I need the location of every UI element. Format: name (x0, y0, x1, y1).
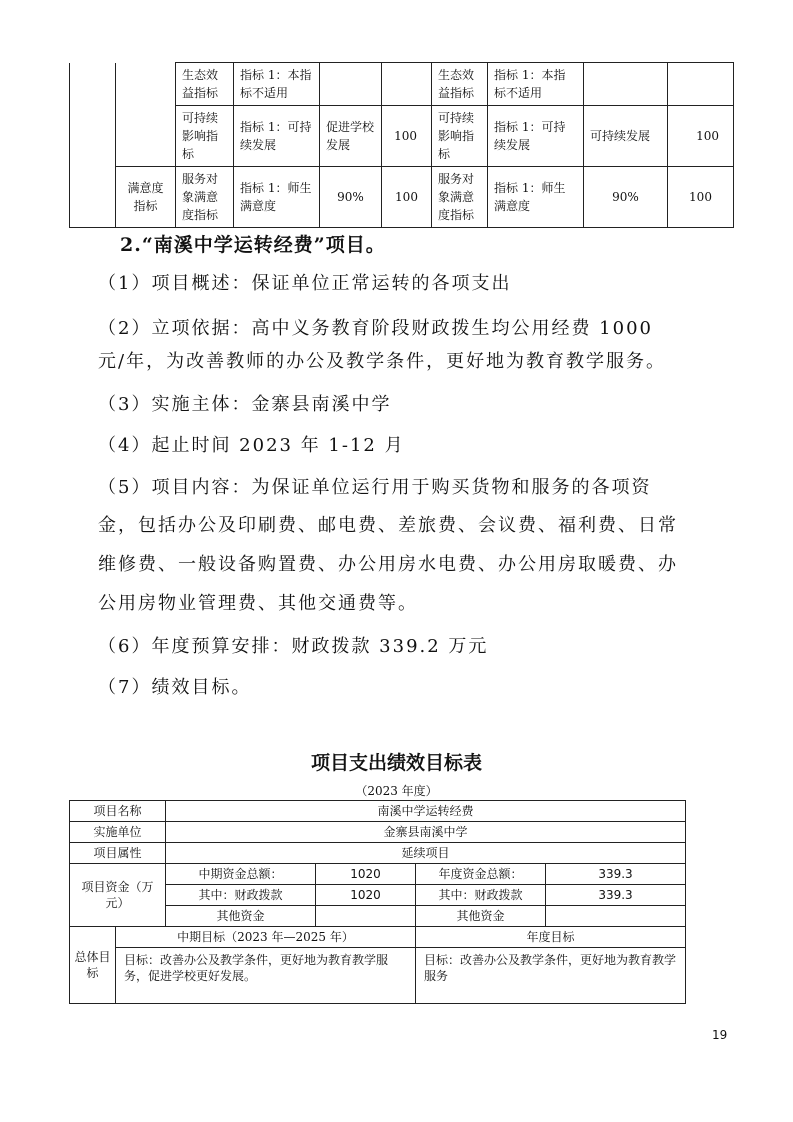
cell-satisfy-score2: 100 (668, 167, 734, 228)
attr-label: 项目属性 (70, 843, 166, 864)
cell-sustain-score2: 100 (668, 106, 734, 167)
cell-eco-sub: 生态效益指标 (176, 63, 234, 106)
year-fiscal-label: 其中：财政拨款 (416, 885, 546, 906)
section-heading: 2.“南溪中学运转经费”项目。 (120, 234, 386, 256)
item-content-cont1: 金，包括办公及印刷费、邮电费、差旅费、会议费、福利费、日常 (98, 515, 678, 536)
cell-sustain-sub: 可持续影响指标 (176, 106, 234, 167)
page-number: 19 (712, 1028, 728, 1042)
year-goal-head: 年度目标 (416, 927, 686, 948)
year-goal-text: 目标：改善办公及教学条件，更好地为教育教学服务 (416, 948, 686, 1004)
cell-satisfy-value2: 90% (584, 167, 668, 228)
mid-total-label: 中期资金总额： (166, 864, 316, 885)
year-total-label: 年度资金总额： (416, 864, 546, 885)
mid-fiscal-label: 其中：财政拨款 (166, 885, 316, 906)
unit-value: 金寨县南溪中学 (166, 822, 686, 843)
cell-satisfy-indicator: 指标 1：师生满意度 (234, 167, 320, 228)
year-other-label: 其他资金 (416, 906, 546, 927)
project-name-value: 南溪中学运转经费 (166, 801, 686, 822)
cell-sustain-value: 促进学校发展 (320, 106, 382, 167)
performance-goal-table (69, 800, 686, 1004)
cell-satisfy-score: 100 (382, 167, 432, 228)
item-period: （4）起止时间 2023 年 1-12 月 (98, 435, 405, 456)
cell-sustain-value2: 可持续发展 (584, 106, 668, 167)
project-name-label: 项目名称 (70, 801, 166, 822)
item-overview: （1）项目概述：保证单位正常运转的各项支出 (98, 273, 512, 294)
item-content-cont3: 公用房物业管理费、其他交通费等。 (98, 593, 418, 614)
cell-sustain-sub2: 可持续影响指标 (432, 106, 488, 167)
cell-satisfy-indicator2: 指标 1：师生满意度 (488, 167, 584, 228)
table-title: 项目支出绩效目标表 (310, 752, 482, 774)
cell-satisfy-value: 90% (320, 167, 382, 228)
year-fiscal-value: 339.3 (546, 885, 686, 906)
item-basis-cont: 元/年，为改善教师的办公及教学条件，更好地为教育教学服务。 (98, 351, 667, 372)
cell-eco-indicator: 指标 1：本指标不适用 (234, 63, 320, 106)
fund-label: 项目资金（万元） (70, 864, 166, 927)
cell-sustain-indicator: 指标 1：可持续发展 (234, 106, 320, 167)
item-executor: （3）实施主体：金寨县南溪中学 (98, 394, 392, 415)
attr-value: 延续项目 (166, 843, 686, 864)
cell-sustain-indicator2: 指标 1：可持续发展 (488, 106, 584, 167)
item-content: （5）项目内容：为保证单位运行用于购买货物和服务的各项资 (98, 477, 652, 498)
cell-satisfy-sub2: 服务对象满意度指标 (432, 167, 488, 228)
goal-label: 总体目标 (70, 927, 116, 1004)
unit-label: 实施单位 (70, 822, 166, 843)
cell-eco-sub2: 生态效益指标 (432, 63, 488, 106)
item-content-cont2: 维修费、一般设备购置费、办公用房水电费、办公用房取暖费、办 (98, 554, 678, 575)
mid-goal-text: 目标：改善办公及教学条件，更好地为教育教学服务，促进学校更好发展。 (116, 948, 416, 1004)
year-total-value: 339.3 (546, 864, 686, 885)
item-budget: （6）年度预算安排：财政拨款 339.2 万元 (98, 636, 489, 657)
mid-fiscal-value: 1020 (316, 885, 416, 906)
cell-eco-indicator2: 指标 1：本指标不适用 (488, 63, 584, 106)
indicator-table-continued (69, 62, 734, 228)
mid-total-value: 1020 (316, 864, 416, 885)
cell-satisfy-cat: 满意度指标 (116, 167, 176, 228)
cell-satisfy-sub: 服务对象满意度指标 (176, 167, 234, 228)
mid-other-label: 其他资金 (166, 906, 316, 927)
mid-goal-head: 中期目标（2023 年—2025 年） (116, 927, 416, 948)
cell-sustain-score: 100 (382, 106, 432, 167)
item-basis: （2）立项依据：高中义务教育阶段财政拨生均公用经费 1000 (98, 318, 653, 339)
item-goal: （7）绩效目标。 (98, 677, 252, 698)
table-year: （2023 年度） (355, 784, 438, 798)
